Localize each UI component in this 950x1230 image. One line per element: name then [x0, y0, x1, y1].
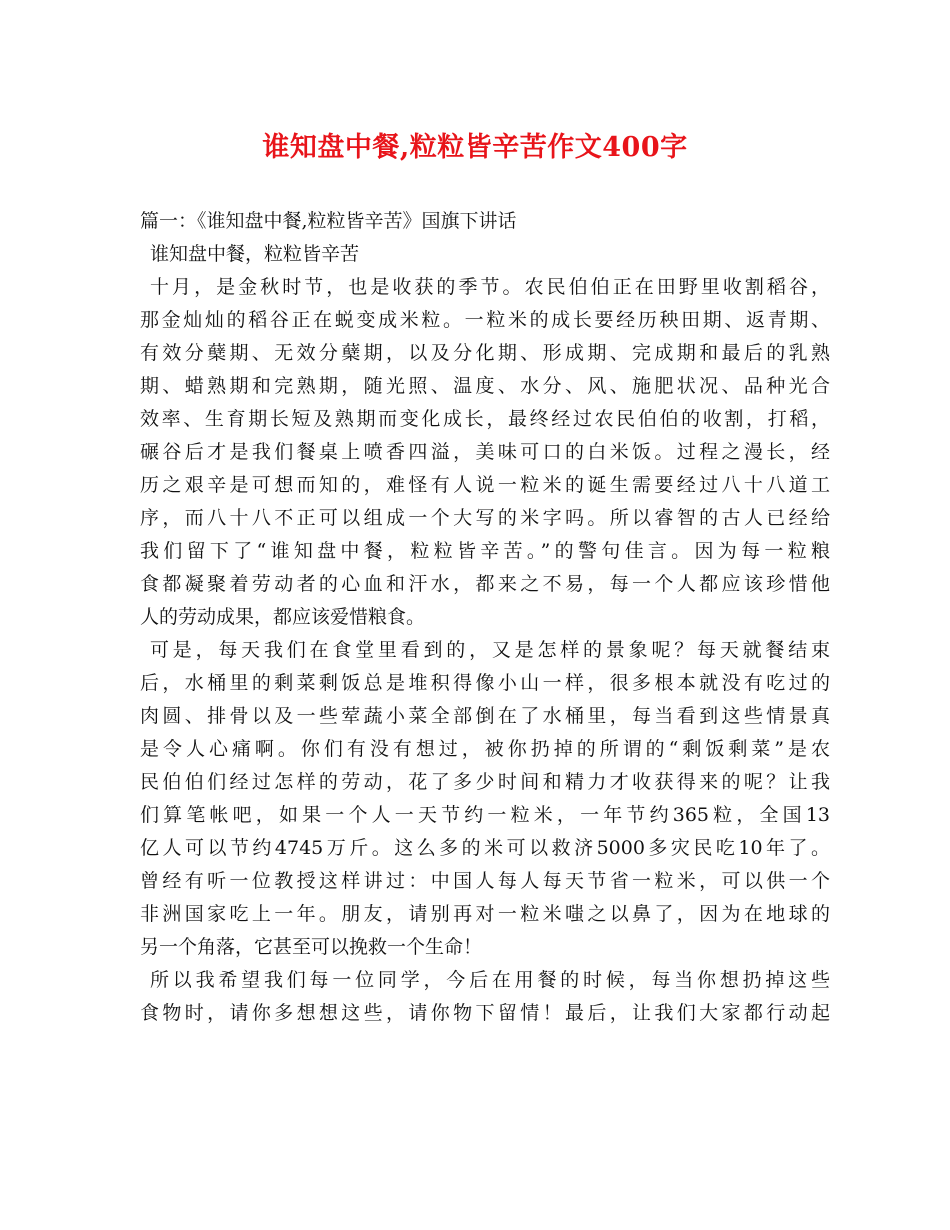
paragraph-line: 食物时，请你多想想这些，请你物下留情！最后，让我们大家都行动起: [140, 1002, 830, 1024]
paragraph-line: 那金灿灿的稻谷正在蜕变成米粒。一粒米的成长要经历秧田期、返青期、: [140, 309, 830, 331]
paragraph-line: 效率、生育期长短及熟期而变化成长，最终经过农民伯伯的收割，打稻，: [140, 408, 830, 430]
paragraph-line: 我们留下了“谁知盘中餐，粒粒皆辛苦。”的警句佳言。因为每一粒粮: [140, 540, 830, 562]
paragraph-line: 所以我希望我们每一位同学，今后在用餐的时候，每当你想扔掉这些: [150, 969, 830, 991]
paragraph-line: 亿人可以节约4745万斤。这么多的米可以救济5000多灾民吃10年了。: [140, 837, 830, 859]
section-heading: 篇一：《谁知盘中餐,粒粒皆辛苦》国旗下讲话: [140, 210, 517, 232]
paragraph-line: 曾经有听一位教授这样讲过：中国人每人每天节省一粒米，可以供一个: [140, 870, 830, 892]
paragraph-line: 有效分蘖期、无效分蘖期，以及分化期、形成期、完成期和最后的乳熟: [140, 342, 830, 364]
paragraph-line: 人的劳动成果，都应该爱惜粮食。: [140, 606, 426, 628]
speech-title: 谁知盘中餐，粒粒皆辛苦: [150, 243, 360, 265]
document-title: 谁知盘中餐,粒粒皆辛苦作文400字: [262, 132, 688, 163]
paragraph-line: 肉圆、排骨以及一些荤蔬小菜全部倒在了水桶里，每当看到这些情景真: [140, 705, 830, 727]
paragraph-line: 民伯伯们经过怎样的劳动，花了多少时间和精力才收获得来的呢？让我: [140, 771, 830, 793]
paragraph-line: 另一个角落，它甚至可以挽救一个生命！: [140, 936, 483, 958]
paragraph-line: 食都凝聚着劳动者的心血和汗水，都来之不易，每一个人都应该珍惜他: [140, 573, 830, 595]
paragraph-line: 期、蜡熟期和完熟期，随光照、温度、水分、风、施肥状况、品种光合: [140, 375, 830, 397]
paragraph-line: 序，而八十八不正可以组成一个大写的米字吗。所以睿智的古人已经给: [140, 507, 830, 529]
document-body: [140, 205, 830, 1030]
paragraph-line: 历之艰辛是可想而知的，难怪有人说一粒米的诞生需要经过八十八道工: [140, 474, 830, 496]
paragraph-line: 可是，每天我们在食堂里看到的，又是怎样的景象呢？每天就餐结束: [150, 639, 830, 661]
paragraph-line: 十月，是金秋时节，也是收获的季节。农民伯伯正在田野里收割稻谷，: [150, 276, 830, 298]
paragraph-line: 后，水桶里的剩菜剩饭总是堆积得像小山一样，很多根本就没有吃过的: [140, 672, 830, 694]
paragraph-line: 是令人心痛啊。你们有没有想过，被你扔掉的所谓的“剩饭剩菜”是农: [140, 738, 830, 760]
paragraph-line: 非洲国家吃上一年。朋友，请别再对一粒米嗤之以鼻了，因为在地球的: [140, 903, 830, 925]
paragraph-line: 碾谷后才是我们餐桌上喷香四溢，美味可口的白米饭。过程之漫长，经: [140, 441, 830, 463]
paragraph-line: 们算笔帐吧，如果一个人一天节约一粒米，一年节约365粒，全国13: [140, 804, 830, 826]
